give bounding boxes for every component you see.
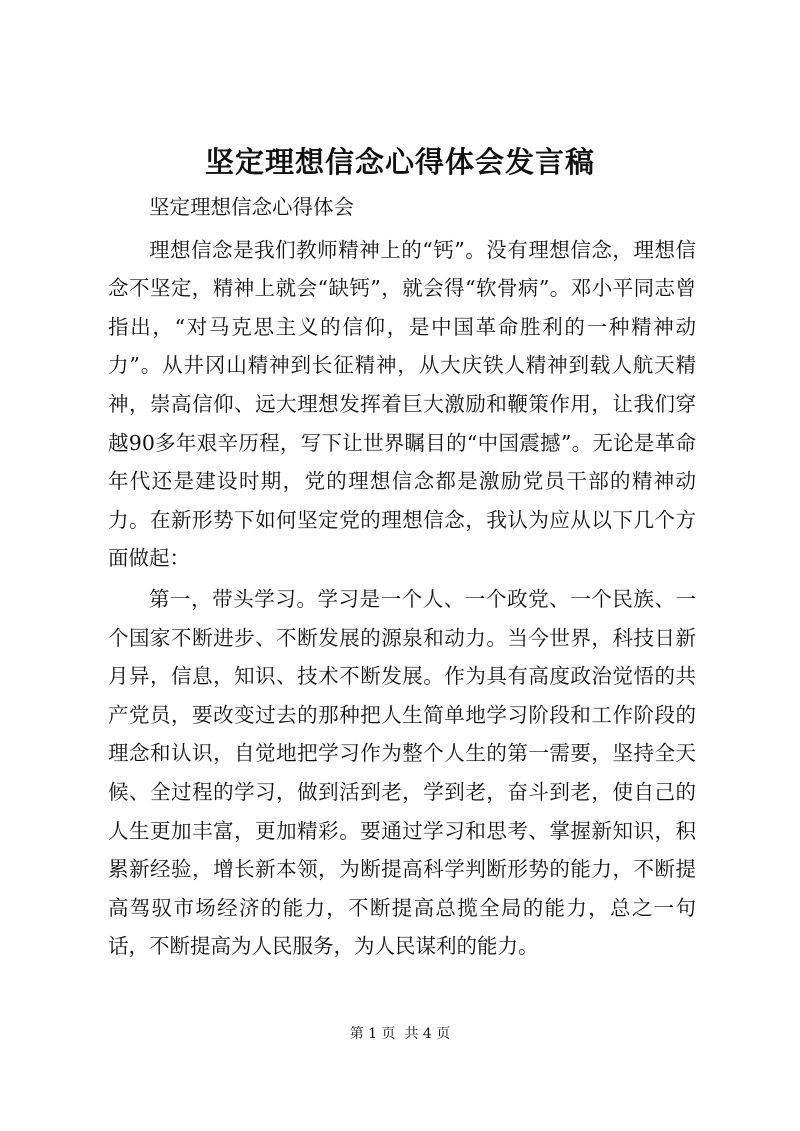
document-body — [108, 188, 696, 966]
page-number: 第 1 页 共 4 页 — [349, 1026, 451, 1042]
document-title: 坚定理想信念心得体会发言稿 — [204, 145, 595, 179]
paragraph-study: 第一，带头学习。学习是一个人、一个政党、一个民族、一个国家不断进步、不断发展的源泉和动力。当今世界，科技日新月异，信息，知识、技术不断发展。作为具有高度政治觉悟的共产党员，要改变过去的那种把人生简单地学习阶段和工作阶段的理念和认识，自觉地把学习作为整个人生的第一需要，坚持全天候、全过程的学习，做到活到老，学到老，奋斗到老，使自己的人生更加丰富，更加精彩。要通过学习和思考、掌握新知识，积累新经验，增长新本领，为断提高科学判断形势的能力，不断提高驾驭市场经济的能力，不断提高总揽全局的能力，总之一句话，不断提高为人民服务，为人民谋利的能力。 — [108, 586, 696, 959]
paragraph-intro: 理想信念是我们教师精神上的“钙”。没有理想信念，理想信念不坚定，精神上就会“缺钙”，就会得“软骨病”。邓小平同志曾指出，“对马克思主义的信仰，是中国革命胜利的一种精神动力”。从井冈山精神到长征精神，从大庆铁人精神到载人航天精神，崇高信仰、远大理想发挥着巨大激励和鞭策作用，让我们穿越90多年艰辛历程，写下让世界瞩目的“中国震撼”。无论是革命年代还是建设时期，党的理想信念都是激励党员干部的精神动力。在新形势下如何坚定党的理想信念，我认为应从以下几个方面做起： — [108, 237, 696, 571]
document-subtitle: 坚定理想信念心得体会 — [149, 195, 354, 219]
page-footer — [0, 1024, 800, 1044]
